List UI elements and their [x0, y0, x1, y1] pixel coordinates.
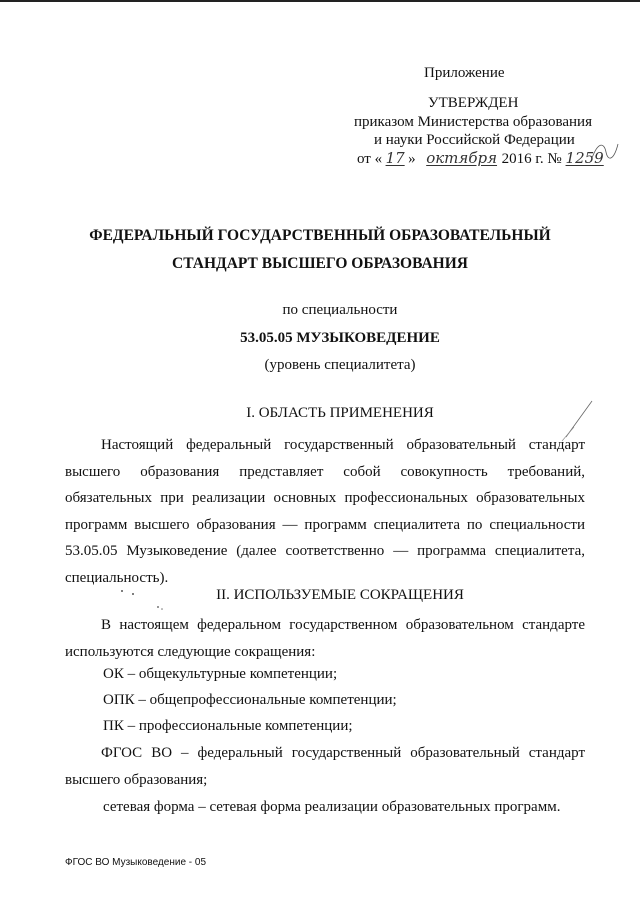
page-footer: ФГОС ВО Музыковедение - 05 — [65, 857, 207, 868]
date-prefix: от « — [357, 151, 383, 167]
date-year: 2016 г. № — [501, 151, 562, 167]
abbr-item-fgos: ФГОС ВО – федеральный государственный образовательный стандарт высшего образования; — [65, 745, 585, 788]
date-mid: » — [408, 151, 416, 167]
document-title-line-2: СТАНДАРТ ВЫСШЕГО ОБРАЗОВАНИЯ — [172, 255, 468, 272]
specialty-code-name: 53.05.05 МУЗЫКОВЕДЕНИЕ — [240, 330, 440, 346]
date-day: 17 — [385, 149, 405, 167]
order-number: 1259 — [565, 149, 604, 167]
signature-flourish-icon — [590, 140, 620, 162]
document-title-line-1: ФЕДЕРАЛЬНЫЙ ГОСУДАРСТВЕННЫЙ ОБРАЗОВАТЕЛЬНЫЙ — [89, 227, 551, 244]
abbr-item-pk: ПК – профессиональные компетенции; — [103, 718, 353, 734]
section-1-heading: I. ОБЛАСТЬ ПРИМЕНЕНИЯ — [246, 405, 434, 421]
specialty-level: (уровень специалитета) — [264, 357, 416, 373]
order-date-line — [357, 149, 608, 168]
abbr-item-network: сетевая форма – сетевая форма реализации образовательных программ. — [103, 799, 561, 815]
date-month: октября — [426, 149, 498, 167]
section-2-heading: II. ИСПОЛЬЗУЕМЫЕ СОКРАЩЕНИЯ — [216, 587, 464, 603]
abbr-item-opk: ОПК – общепрофессиональные компетенции; — [103, 692, 397, 708]
abbr-item-ok: ОК – общекультурные компетенции; — [103, 666, 338, 682]
order-line-1: приказом Министерства образования — [354, 114, 592, 130]
pen-mark-icon — [560, 397, 600, 442]
section-2-intro: В настоящем федеральном государственном образовательном стандарте используются следующие сокращения: — [65, 617, 585, 660]
annex-label: Приложение — [424, 65, 505, 81]
order-line-2: и науки Российской Федерации — [374, 132, 575, 148]
approved-label: УТВЕРЖДЕН — [428, 95, 519, 111]
scan-speck-icon — [118, 585, 178, 615]
section-1-text: Настоящий федеральный государственный образовательный стандарт высшего образования представляет собой совокупность требований, обязательных при реализации основных профессиональных образовательных программ высшего образования — программ специалитета по специальности 53.05.05 Музыковедение (далее соответственно — программа специалитета, специальность). — [65, 437, 585, 586]
specialty-by: по специальности — [282, 302, 398, 318]
